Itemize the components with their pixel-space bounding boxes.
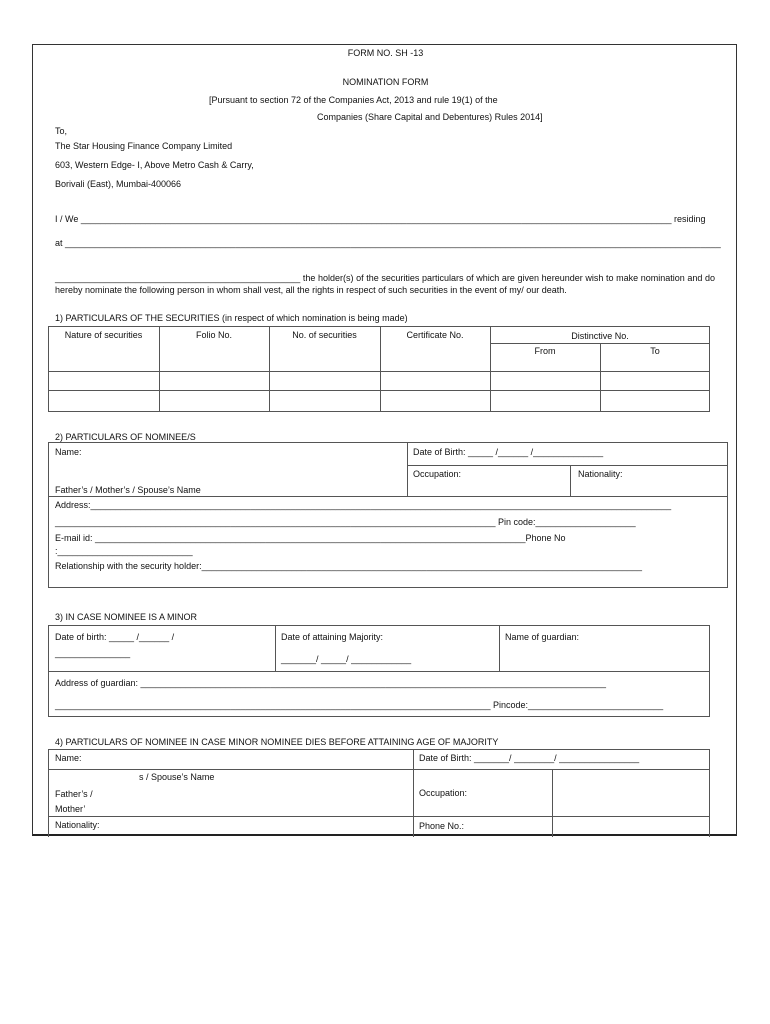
declaration-text: _________________________________________________ the holder(s) of the securities particulars of which are given hereunder wish to make nomination and do hereby nominate the following person in whom shall vest, all the rights in respect of such securities in the event of my/ our death. bbox=[55, 273, 715, 295]
nominee-pincode-field[interactable]: ________________________________________________________________________________________ Pin code:____________________ bbox=[55, 517, 636, 527]
nominee-dob-field[interactable]: Date of Birth: _____ /______ /______________ bbox=[413, 447, 604, 457]
nominee-nationality-field[interactable]: Nationality: bbox=[578, 469, 623, 479]
alternate-mother-label: Mother’ bbox=[55, 804, 86, 814]
form-title: NOMINATION FORM bbox=[342, 77, 429, 87]
header-nature-of-securities: Nature of securities bbox=[64, 330, 143, 340]
nominee-relationship-field[interactable]: Relationship with the security holder:________________________________________________________________________________________ bbox=[55, 561, 643, 571]
form-number: FORM NO. SH -13 bbox=[347, 48, 424, 58]
alternate-phone-field[interactable]: Phone No.: bbox=[419, 821, 465, 831]
alternate-father-label: Father’s / bbox=[55, 789, 93, 799]
pursuant-line-2: Companies (Share Capital and Debentures) Rules 2014] bbox=[317, 112, 543, 122]
section-4-title: 4) PARTICULARS OF NOMINEE IN CASE MINOR NOMINEE DIES BEFORE ATTAINING AGE OF MAJORITY bbox=[55, 737, 499, 747]
alternate-nominee-name-field[interactable]: Name: bbox=[55, 753, 82, 763]
alternate-spouse-name-label: s / Spouse’s Name bbox=[139, 772, 215, 782]
residing-address-field[interactable]: at ___________________________________________________________________________________________________________________________________ bbox=[55, 238, 721, 248]
majority-date-label: Date of attaining Majority: bbox=[281, 632, 384, 642]
header-no-of-securities: No. of securities bbox=[292, 330, 357, 340]
nominee-address-field[interactable]: Address:____________________________________________________________________________________________________________________ bbox=[55, 500, 672, 510]
guardian-address-field[interactable]: Address of guardian: _____________________________________________________________________________________________ bbox=[55, 678, 607, 688]
minor-dob-field[interactable]: Date of birth: _____ /______ / bbox=[55, 632, 175, 642]
nominee-phone-field[interactable]: :___________________________ bbox=[55, 546, 193, 556]
nomination-form-page bbox=[32, 44, 737, 836]
nominee-parent-name-field[interactable]: Father’s / Mother’s / Spouse’s Name bbox=[55, 485, 201, 495]
minor-dob-year[interactable]: _______________ bbox=[55, 648, 131, 658]
addressee-company: The Star Housing Finance Company Limited bbox=[55, 141, 233, 151]
alternate-nationality-field[interactable]: Nationality: bbox=[55, 820, 100, 830]
header-to: To bbox=[650, 346, 660, 356]
alternate-occupation-field[interactable]: Occupation: bbox=[419, 788, 468, 798]
section-2-title: 2) PARTICULARS OF NOMINEE/S bbox=[55, 432, 196, 442]
header-distinctive-no: Distinctive No. bbox=[571, 331, 629, 341]
header-from: From bbox=[534, 346, 556, 356]
guardian-name-field[interactable]: Name of guardian: bbox=[505, 632, 580, 642]
section-3-title: 3) IN CASE NOMINEE IS A MINOR bbox=[55, 612, 198, 622]
addressee-address-1: 603, Western Edge- I, Above Metro Cash & Carry, bbox=[55, 160, 254, 170]
guardian-pincode-field[interactable]: _______________________________________________________________________________________ Pincode:___________________________ bbox=[55, 700, 664, 710]
nominee-email-field[interactable]: E-mail id: ______________________________________________________________________________________Phone No bbox=[55, 533, 566, 543]
nominee-occupation-field[interactable]: Occupation: bbox=[413, 469, 462, 479]
addressee-to: To, bbox=[55, 126, 68, 136]
majority-date-field[interactable]: _______/ _____/ ____________ bbox=[281, 654, 412, 664]
header-folio-no: Folio No. bbox=[195, 330, 232, 340]
holder-name-field[interactable]: I / We ______________________________________________________________________________________________________________________ residing bbox=[55, 214, 706, 224]
nominee-name-field[interactable]: Name: bbox=[55, 447, 82, 457]
alternate-nominee-dob-field[interactable]: Date of Birth: _______/ ________/ ________________ bbox=[419, 753, 640, 763]
section-1-title: 1) PARTICULARS OF THE SECURITIES (in respect of which nomination is being made) bbox=[55, 313, 408, 323]
header-certificate-no: Certificate No. bbox=[406, 330, 464, 340]
addressee-address-2: Borivali (East), Mumbai-400066 bbox=[55, 179, 182, 189]
pursuant-line-1: [Pursuant to section 72 of the Companies Act, 2013 and rule 19(1) of the bbox=[209, 95, 498, 105]
